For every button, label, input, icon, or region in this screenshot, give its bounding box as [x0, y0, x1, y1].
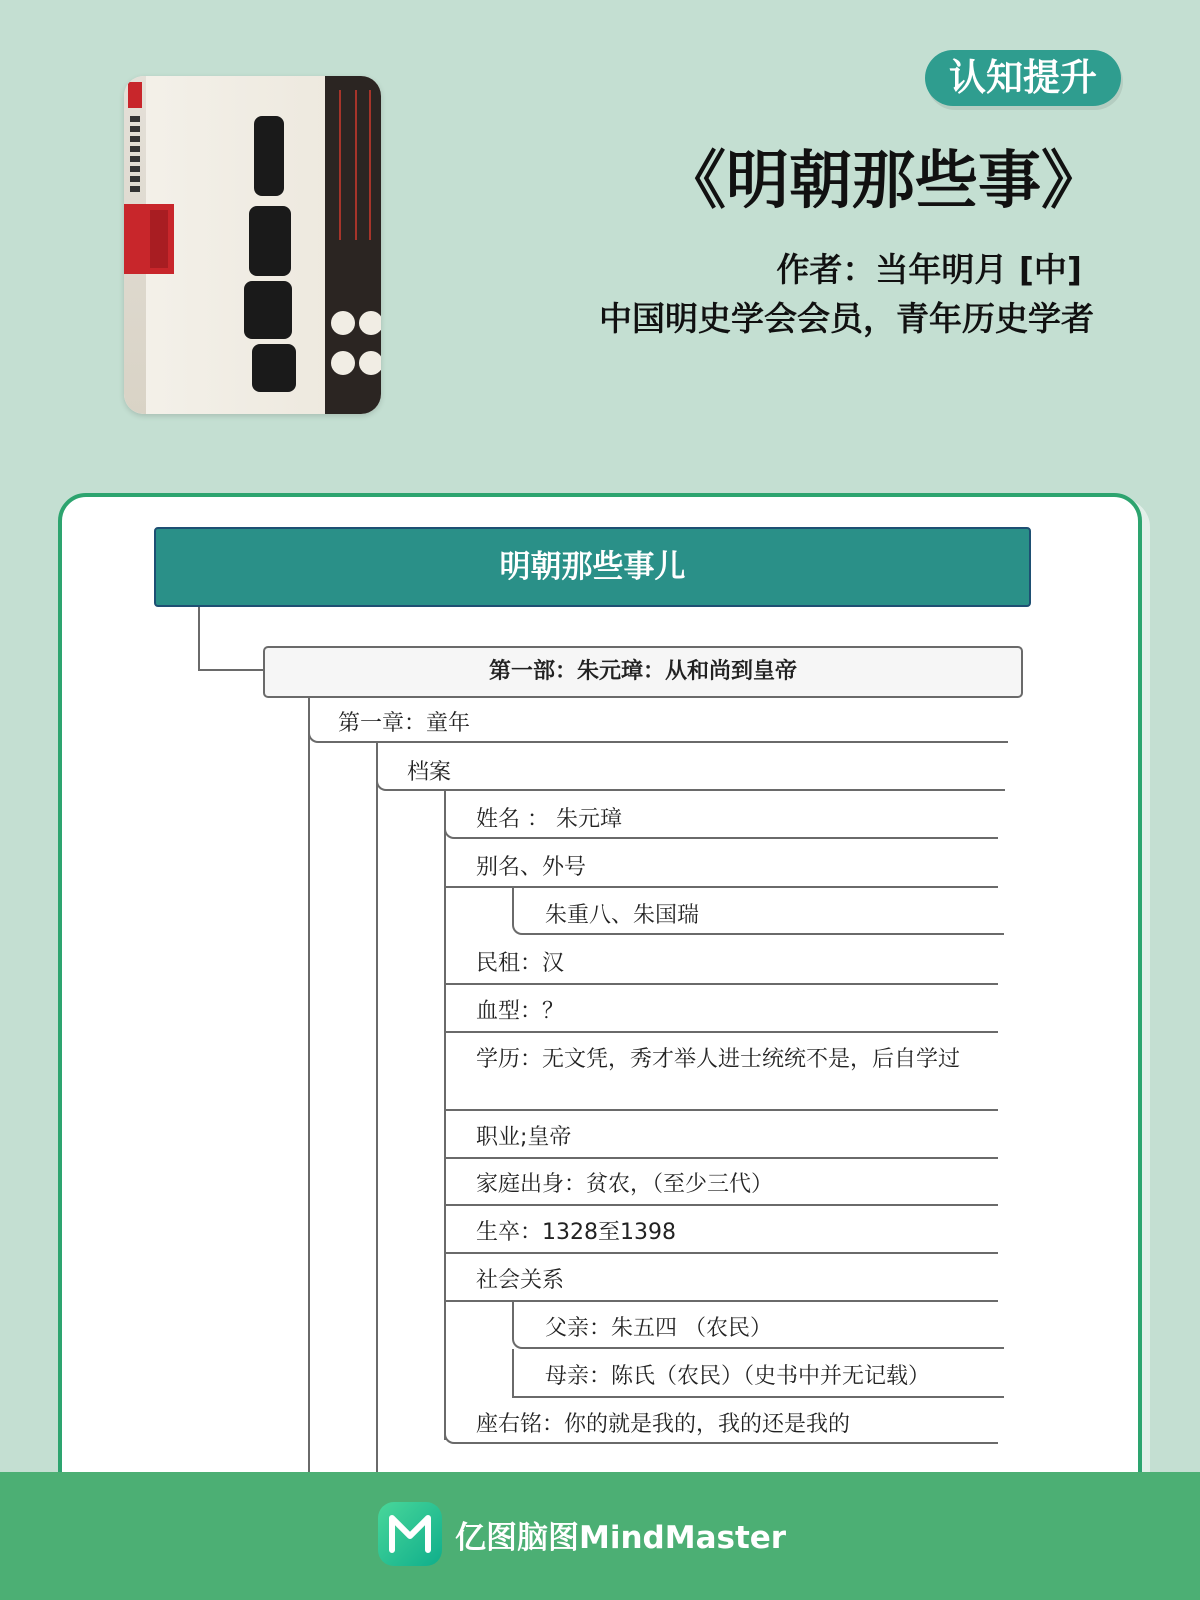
mindmap-node-lifespan[interactable]: 生卒：1328至1398: [476, 1220, 676, 1245]
mindmaster-logo-icon: [378, 1502, 442, 1566]
mindmap-chapter-node[interactable]: 第一章：童年: [338, 711, 471, 736]
mindmap-canvas[interactable]: [62, 497, 1138, 1600]
mindmap-node-name[interactable]: 姓名 ： 朱元璋: [476, 807, 622, 832]
brand-name: 亿图脑图MindMaster: [455, 1520, 787, 1556]
cover-spine-text: [130, 116, 140, 196]
mindmap-root-node[interactable]: 明朝那些事儿: [154, 527, 1031, 607]
cover-red-seal: [124, 204, 174, 274]
connector: [308, 698, 310, 1600]
mindmap-node-alias[interactable]: 别名、外号: [476, 855, 587, 880]
mindmap-node-bloodtype[interactable]: 血型：？: [476, 999, 565, 1024]
mindmap-node-motto[interactable]: 座右铭：你的就是我的，我的还是我的: [476, 1412, 851, 1437]
book-title: 《明朝那些事》: [663, 144, 1104, 217]
mindmap-node-education[interactable]: 学历：无文凭，秀才举人进士统统不是，后自学过: [476, 1047, 961, 1072]
mindmap-node-father[interactable]: 父亲：朱五四 （农民）: [545, 1316, 772, 1341]
mindmap-node-mother[interactable]: 母亲：陈氏（农民）（史书中并无记载）: [545, 1364, 931, 1389]
cover-calligraphy: [254, 116, 284, 196]
book-cover-image: [124, 76, 381, 414]
cover-dark-panel: [325, 76, 381, 414]
connector: [198, 607, 200, 671]
mindmap-node-family[interactable]: 家庭出身：贫农，（至少三代）: [476, 1172, 774, 1197]
mindmap-node-relations[interactable]: 社会关系: [476, 1268, 565, 1293]
category-badge: 认知提升: [925, 50, 1121, 106]
mindmap-section-node[interactable]: 档案: [407, 760, 452, 785]
author-affiliation: 中国明史学会会员，青年历史学者: [599, 299, 1094, 338]
mindmap-node-alias-value[interactable]: 朱重八、朱国瑞: [545, 903, 700, 928]
mindmap-part-node[interactable]: 第一部：朱元璋：从和尚到皇帝: [263, 646, 1023, 698]
mindmap-card[interactable]: [58, 493, 1142, 1600]
author-line: 作者：当年明月 [中]: [776, 250, 1082, 289]
mindmap-node-ethnicity[interactable]: 民租：汉: [476, 951, 565, 976]
mindmap-node-occupation[interactable]: 职业;皇帝: [476, 1125, 572, 1150]
footer-banner: [0, 1472, 1200, 1600]
